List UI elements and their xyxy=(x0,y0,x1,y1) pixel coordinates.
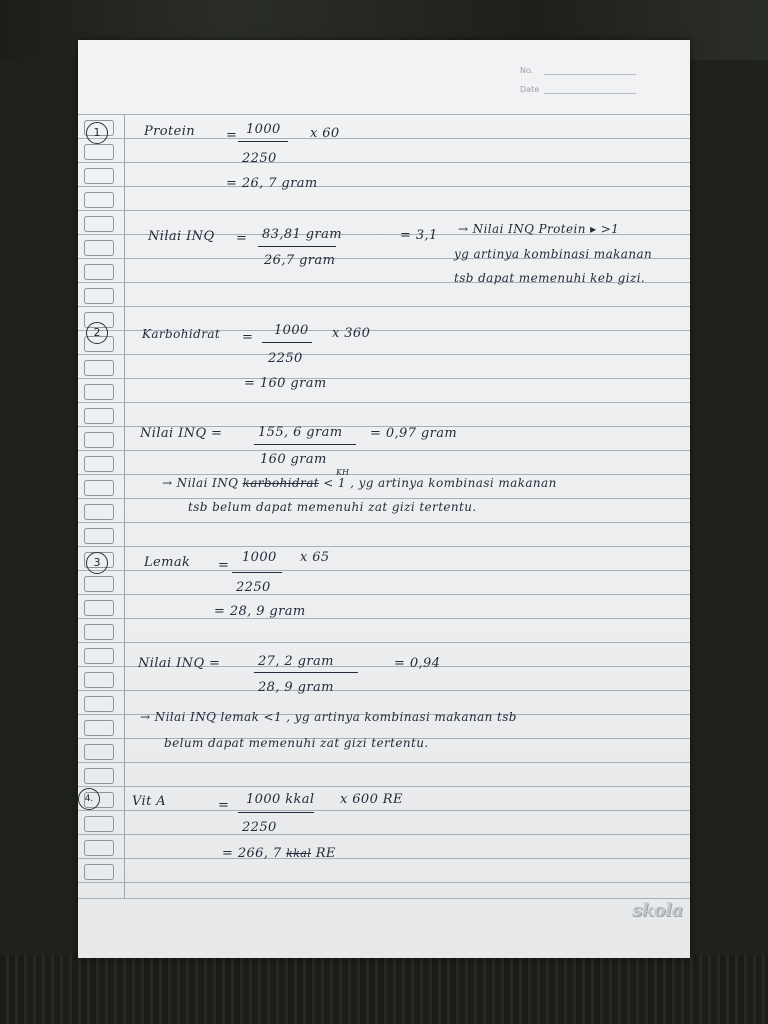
nilai-result: = 0,97 gram xyxy=(370,426,458,441)
no-label: No. xyxy=(520,66,534,75)
section-number: 2 xyxy=(86,322,108,344)
result: = 26, 7 gram xyxy=(226,176,318,191)
section-number: 1 xyxy=(86,122,108,144)
nilai-label: Nilai INQ = xyxy=(140,426,223,441)
nilai-result: = 3,1 xyxy=(400,228,438,243)
numerator: 1000 xyxy=(274,323,309,338)
conclusion-text: belum dapat memenuhi zat gizi tertentu. xyxy=(164,736,429,750)
nilai-label: Nilai INQ xyxy=(148,229,215,244)
nilai-result: = 0,94 xyxy=(394,656,441,671)
superscript-kh: KH xyxy=(336,468,349,477)
equals-sign: = xyxy=(236,231,248,246)
section-number: 3 xyxy=(86,552,108,574)
denominator: 2250 xyxy=(268,351,303,366)
nutrient-name: Lemak xyxy=(144,555,191,570)
fraction-bar xyxy=(238,812,314,813)
nilai-label: Nilai INQ = xyxy=(138,656,221,671)
denominator: 2250 xyxy=(242,820,277,835)
nilai-numerator: 27, 2 gram xyxy=(258,654,334,669)
multiplier: x 360 xyxy=(332,326,371,341)
multiplier: x 65 xyxy=(300,550,330,565)
fraction-bar xyxy=(254,672,358,673)
conclusion-text: → Nilai INQ Protein ▸ >1 xyxy=(458,222,620,236)
numerator: 1000 kkal xyxy=(246,792,315,807)
numerator: 1000 xyxy=(242,550,277,565)
date-line xyxy=(544,93,636,94)
nutrient-name: Vit A xyxy=(132,794,167,809)
margin-line xyxy=(124,114,125,898)
fraction-bar xyxy=(238,141,288,142)
denominator: 2250 xyxy=(242,151,277,166)
no-line xyxy=(544,74,636,75)
numerator: 1000 xyxy=(246,122,281,137)
skola-logo: skola xyxy=(632,900,683,921)
conclusion-text: → Nilai INQ lemak <1 , yg artinya kombinasi makanan tsb xyxy=(140,710,517,724)
result: = 28, 9 gram xyxy=(214,604,306,619)
notebook-page xyxy=(78,40,690,958)
multiplier: x 60 xyxy=(310,126,340,141)
result: = 160 gram xyxy=(244,376,327,391)
equals-sign: = xyxy=(218,798,230,813)
fraction-bar xyxy=(262,342,312,343)
nilai-denominator: 160 gram xyxy=(260,452,327,467)
equals-sign: = xyxy=(242,330,254,345)
conclusion-text: tsb belum dapat memenuhi zat gizi tertentu. xyxy=(188,500,477,514)
conclusion-text: yg artinya kombinasi makanan xyxy=(454,247,653,261)
equals-sign: = xyxy=(218,558,230,573)
fraction-bar xyxy=(232,572,282,573)
nilai-numerator: 155, 6 gram xyxy=(258,425,343,440)
denominator: 2250 xyxy=(236,580,271,595)
conclusion-text: → Nilai INQ karbohidrat < 1 , yg artinya kombinasi makanan xyxy=(162,476,557,490)
nutrient-name: Karbohidrat xyxy=(142,327,221,341)
nilai-numerator: 83,81 gram xyxy=(262,227,342,242)
result: = 266, 7 kkal RE xyxy=(222,846,336,861)
nilai-denominator: 28, 9 gram xyxy=(258,680,334,695)
conclusion-text: tsb dapat memenuhi keb gizi. xyxy=(454,271,646,285)
fraction-bar xyxy=(254,444,356,445)
section-number: 4. xyxy=(78,788,100,810)
multiplier: x 600 RE xyxy=(340,792,403,807)
date-label: Date xyxy=(520,85,540,94)
nilai-denominator: 26,7 gram xyxy=(264,253,336,268)
nutrient-name: Protein xyxy=(144,124,196,139)
background-bottom xyxy=(0,955,768,1024)
fraction-bar xyxy=(258,246,336,247)
equals-sign: = xyxy=(226,128,238,143)
